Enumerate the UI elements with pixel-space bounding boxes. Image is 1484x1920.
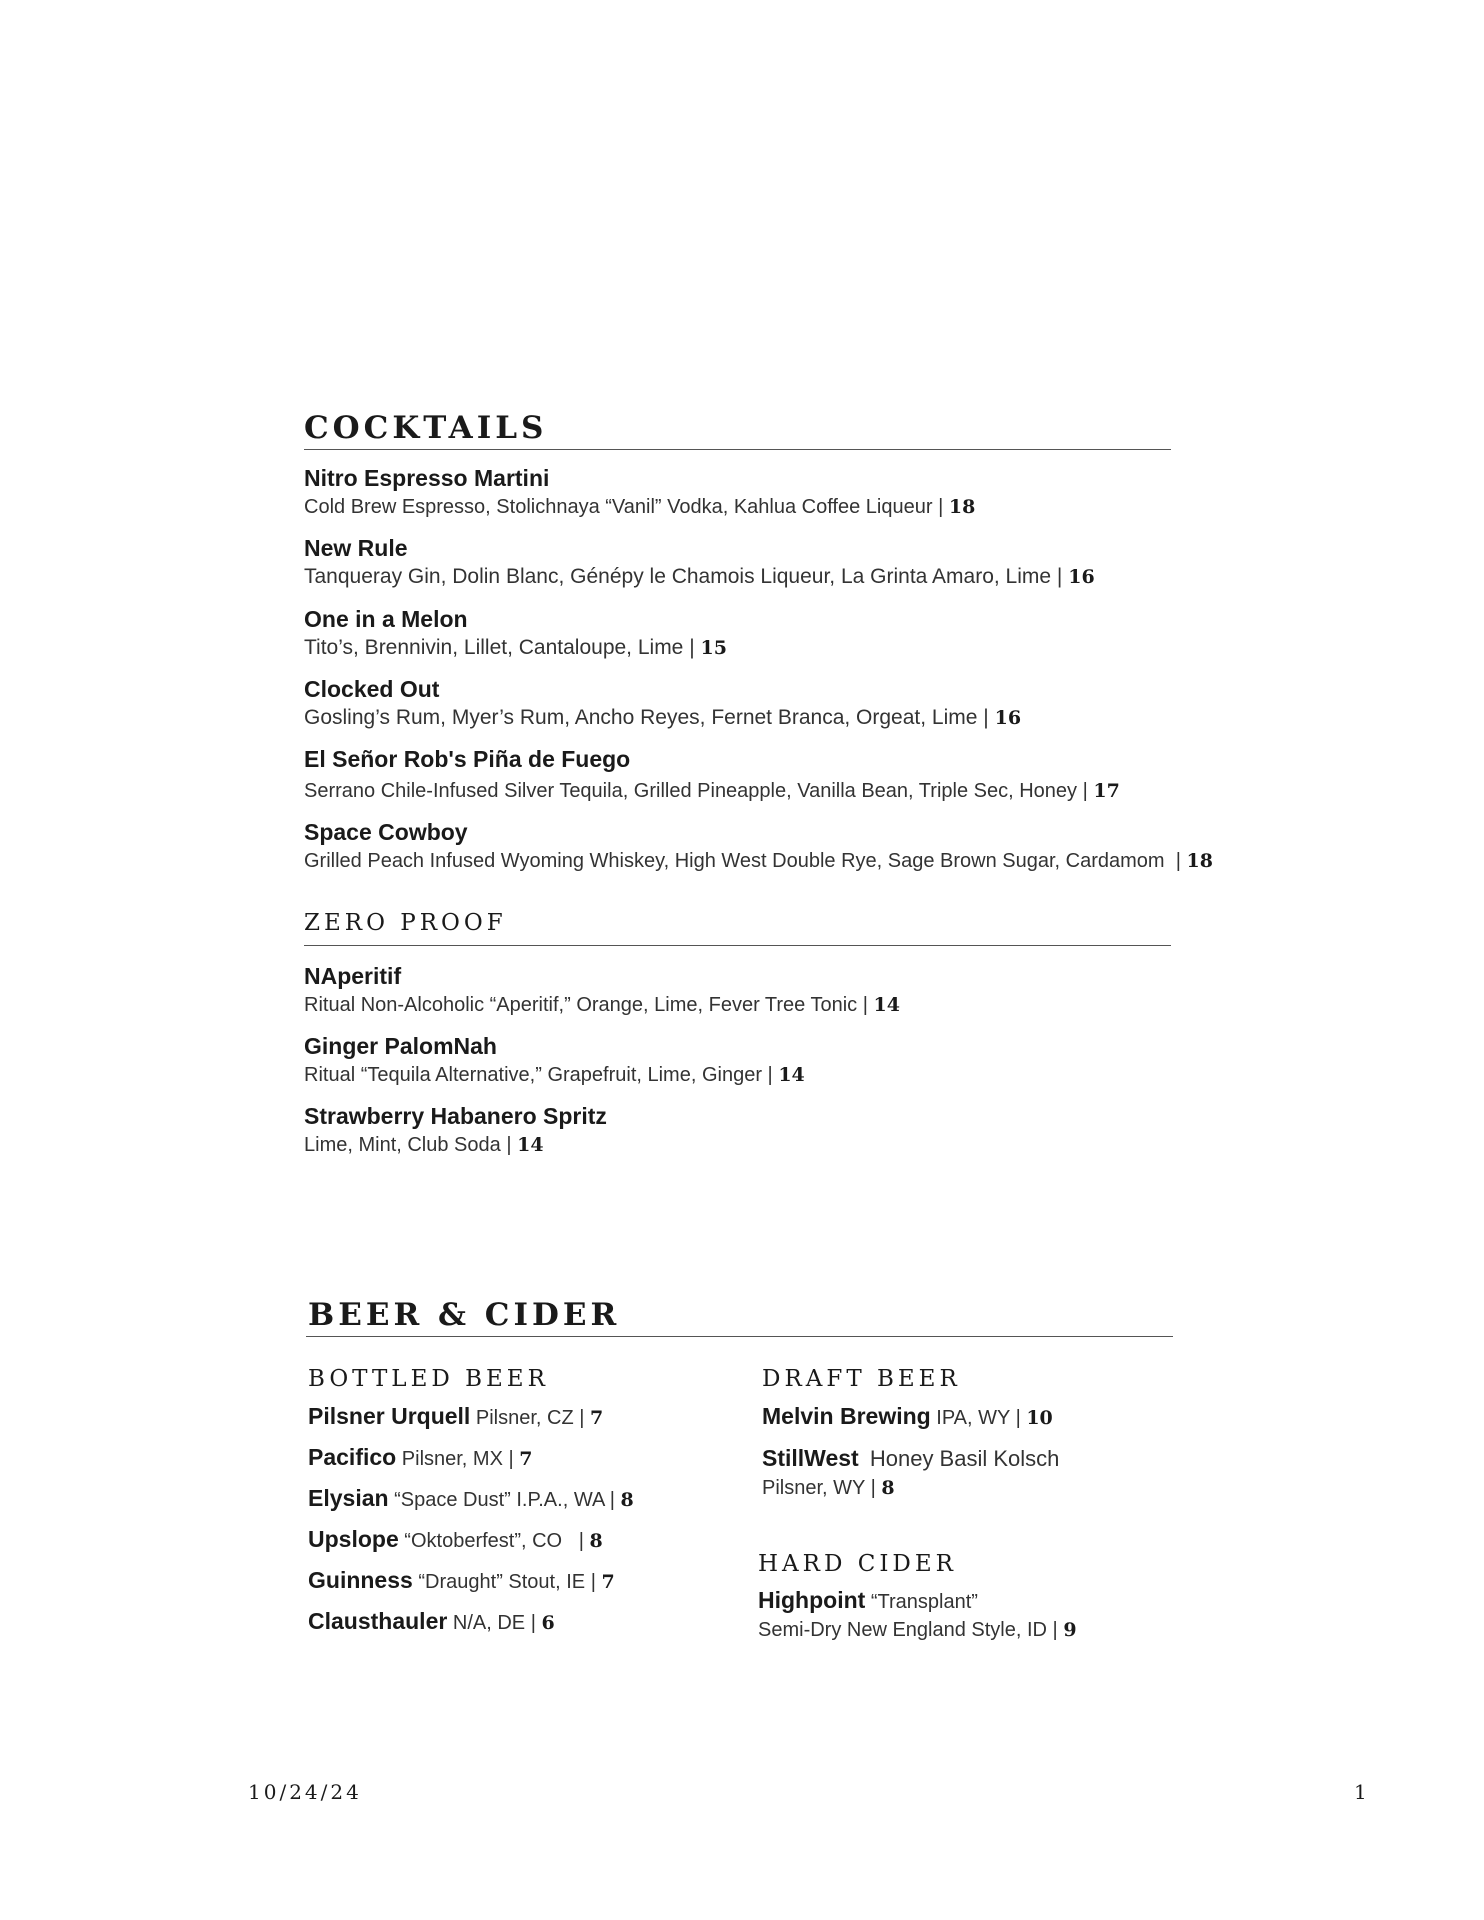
menu-date: 10/24/24 [248, 1780, 362, 1804]
cocktails-divider [304, 449, 1171, 450]
cocktails-heading: COCKTAILS [304, 410, 548, 446]
beer-item: Clausthauler N/A, DE | 6 [308, 1608, 555, 1634]
beer-price: 8 [881, 1477, 895, 1499]
beer-price: 7 [590, 1407, 604, 1429]
menu-item [304, 818, 1213, 875]
menu-item [304, 675, 1021, 732]
item-description: Ritual Non-Alcoholic “Aperitif,” Orange, Lime, Fever Tree Tonic | 14 [304, 994, 900, 1016]
zero-proof-heading: ZERO PROOF [304, 910, 507, 936]
item-description: Grilled Peach Infused Wyoming Whiskey, High West Double Rye, Sage Brown Sugar, Cardamom | 18 [304, 850, 1213, 872]
beer-price: 7 [519, 1448, 533, 1470]
menu-item [304, 464, 975, 521]
beer-price: 8 [589, 1530, 603, 1552]
item-name: Nitro Espresso Martini [304, 465, 550, 491]
hard-cider-heading: HARD CIDER [758, 1551, 957, 1577]
beer-item: Pacifico Pilsner, MX | 7 [308, 1444, 533, 1470]
item-price: 16 [994, 707, 1022, 729]
item-price: 17 [1093, 780, 1120, 802]
bottled-beer-heading: BOTTLED BEER [308, 1366, 549, 1392]
menu-item [304, 962, 900, 1019]
item-description: Cold Brew Espresso, Stolichnaya “Vanil” Vodka, Kahlua Coffee Liqueur | 18 [304, 496, 976, 518]
beer-name: Upslope [308, 1526, 399, 1552]
draft-beer-heading: DRAFT BEER [762, 1366, 961, 1392]
item-name: Clocked Out [304, 676, 440, 702]
item-name: One in a Melon [304, 606, 468, 632]
beer-item: Guinness “Draught” Stout, IE | 7 [308, 1567, 615, 1593]
item-description: Gosling’s Rum, Myer’s Rum, Ancho Reyes, Fernet Branca, Orgeat, Lime | 16 [304, 706, 1022, 729]
item-name: Strawberry Habanero Spritz [304, 1103, 607, 1129]
menu-item [304, 745, 1120, 805]
beer-name: StillWest [762, 1445, 859, 1471]
beer-name: Pacifico [308, 1444, 397, 1470]
beer-item: Highpoint “Transplant” Semi-Dry New England Style, ID | 9 [758, 1587, 1077, 1641]
beer-cider-divider [306, 1336, 1173, 1337]
item-name: El Señor Rob's Piña de Fuego [304, 746, 631, 772]
beer-cider-heading: BEER & CIDER [308, 1297, 621, 1333]
beer-price: 9 [1063, 1619, 1077, 1641]
menu-item [304, 1102, 607, 1159]
item-price: 16 [1068, 566, 1095, 588]
item-name: Space Cowboy [304, 819, 468, 845]
item-description: Tanqueray Gin, Dolin Blanc, Génépy le Chamois Liqueur, La Grinta Amaro, Lime | 16 [304, 565, 1095, 588]
beer-name: Clausthauler [308, 1608, 448, 1634]
beer-name: Pilsner Urquell [308, 1403, 471, 1429]
item-description: Ritual “Tequila Alternative,” Grapefruit, Lime, Ginger | 14 [304, 1064, 805, 1086]
item-price: 18 [1186, 850, 1213, 872]
item-price: 18 [948, 496, 976, 518]
item-name: Ginger PalomNah [304, 1033, 497, 1059]
item-price: 14 [517, 1134, 544, 1156]
page-number: 1 [1354, 1780, 1367, 1804]
item-price: 14 [873, 994, 900, 1016]
beer-name: Guinness [308, 1567, 413, 1593]
item-description: Lime, Mint, Club Soda | 14 [304, 1134, 544, 1156]
beer-item: Upslope “Oktoberfest”, CO | 8 [308, 1526, 603, 1552]
beer-price: 8 [620, 1489, 634, 1511]
beer-item: Melvin Brewing IPA, WY | 10 [762, 1403, 1053, 1429]
beer-item: Elysian “Space Dust” I.P.A., WA | 8 [308, 1485, 634, 1511]
item-description: Tito’s, Brennivin, Lillet, Cantaloupe, Lime | 15 [304, 636, 727, 659]
beer-price: 10 [1026, 1407, 1053, 1429]
item-price: 14 [778, 1064, 805, 1086]
menu-item [304, 1032, 805, 1089]
menu-item [304, 534, 1095, 591]
item-name: NAperitif [304, 963, 402, 989]
item-name: New Rule [304, 535, 408, 561]
item-price: 15 [700, 637, 727, 659]
beer-price: 6 [541, 1612, 555, 1634]
item-description: Serrano Chile-Infused Silver Tequila, Grilled Pineapple, Vanilla Bean, Triple Sec, Honey | 17 [304, 780, 1120, 802]
beer-name: Highpoint [758, 1587, 866, 1613]
beer-item: Pilsner Urquell Pilsner, CZ | 7 [308, 1403, 604, 1429]
beer-item: StillWest Honey Basil Kolsch Pilsner, WY | 8 [762, 1445, 1060, 1499]
beer-name: Elysian [308, 1485, 389, 1511]
zero-proof-divider [304, 945, 1171, 946]
beer-price: 7 [601, 1571, 615, 1593]
beer-name: Melvin Brewing [762, 1403, 931, 1429]
menu-item [304, 605, 727, 662]
